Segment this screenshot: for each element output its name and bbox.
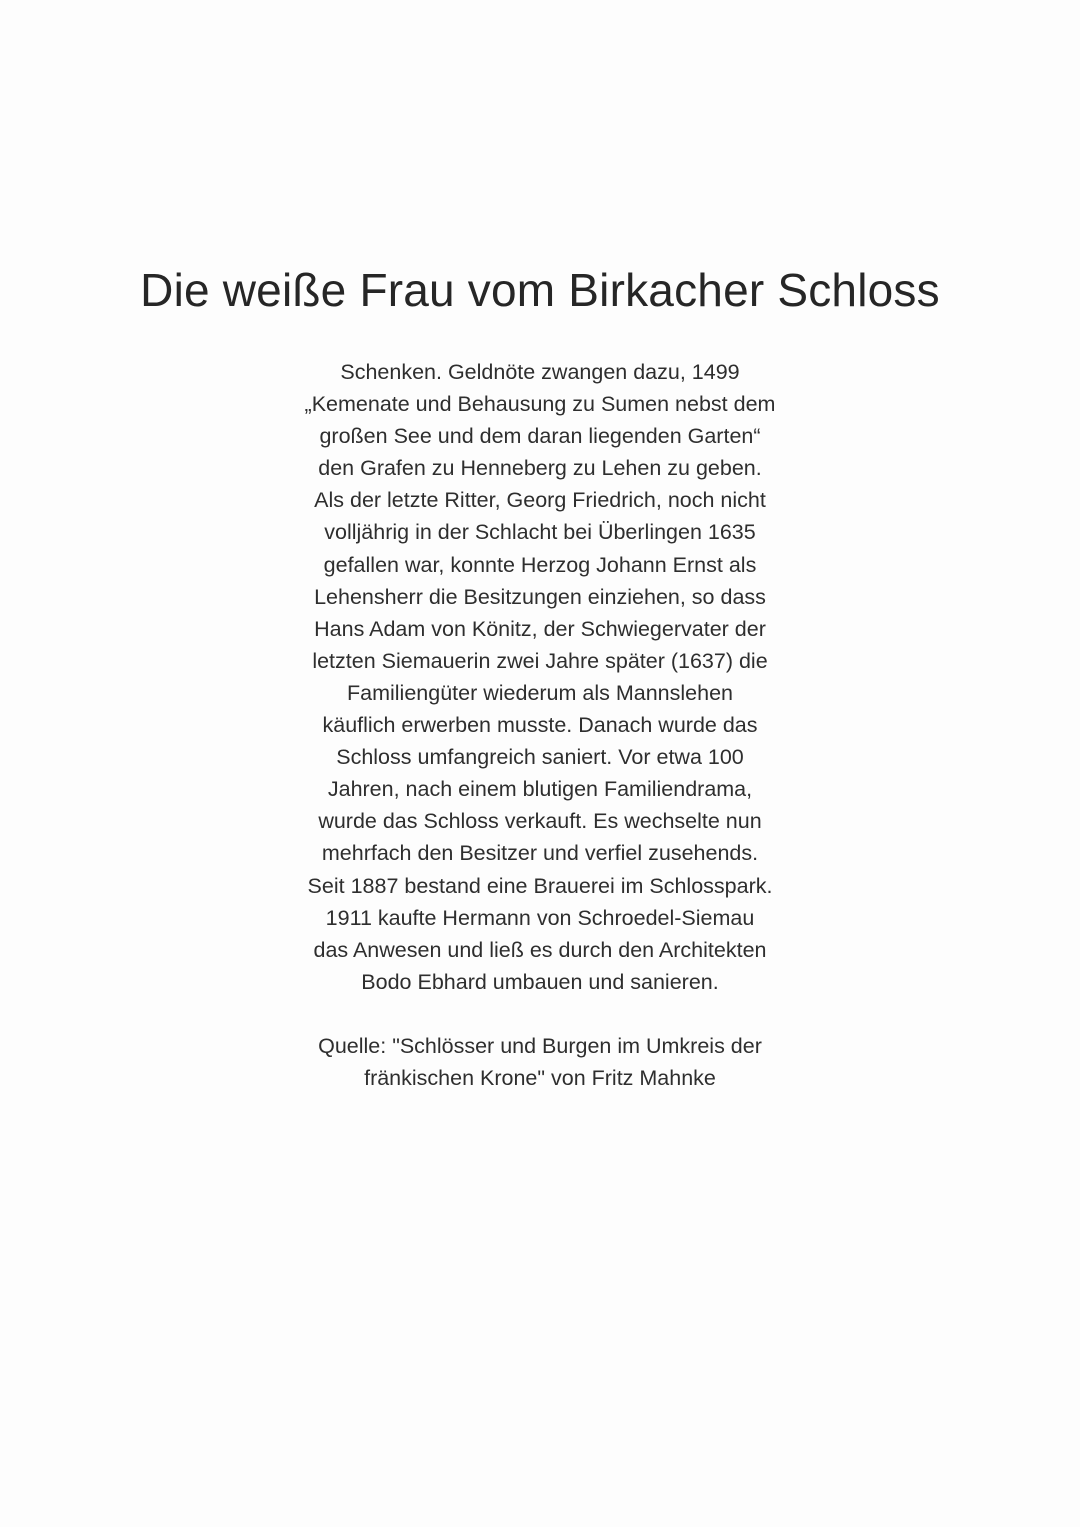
- source-line: Quelle: "Schlösser und Burgen im Umkreis der: [318, 1033, 762, 1058]
- body-line: volljährig in der Schlacht bei Überlingen 1635: [324, 520, 756, 545]
- body-line: käuflich erwerben musste. Danach wurde das: [322, 713, 758, 738]
- body-line: gefallen war, konnte Herzog Johann Ernst als: [323, 552, 757, 577]
- body-line: Bodo Ebhard umbauen und sanieren.: [361, 969, 719, 994]
- body-line: Als der letzte Ritter, Georg Friedrich, noch nicht: [314, 488, 766, 513]
- body-line: Hans Adam von Könitz, der Schwiegervater der: [314, 616, 766, 641]
- body-line: Lehensherr die Besitzungen einziehen, so dass: [314, 584, 766, 609]
- body-line: Familiengüter wiederum als Mannslehen: [347, 680, 733, 705]
- body-line: Jahren, nach einem blutigen Familiendrama,: [327, 777, 753, 802]
- body-line: letzten Siemauerin zwei Jahre später (1637) die: [312, 648, 768, 673]
- paragraph-spacer: [240, 998, 840, 1030]
- body-line: „Kemenate und Behausung zu Sumen nebst dem: [304, 392, 776, 417]
- body-line: Schenken. Geldnöte zwangen dazu, 1499: [340, 360, 740, 384]
- body-text: [240, 356, 840, 1094]
- body-line: 1911 kaufte Hermann von Schroedel-Siemau: [325, 905, 755, 930]
- body-line: großen See und dem daran liegenden Garten“: [319, 424, 761, 449]
- body-line: wurde das Schloss verkauft. Es wechselte nun: [318, 809, 762, 834]
- source-line: fränkischen Krone" von Fritz Mahnke: [364, 1066, 716, 1091]
- body-line: Seit 1887 bestand eine Brauerei im Schlosspark.: [307, 873, 773, 898]
- body-line: den Grafen zu Henneberg zu Lehen zu geben.: [318, 456, 762, 481]
- page-title: Die weiße Frau vom Birkacher Schloss: [140, 264, 940, 316]
- body-line: Schloss umfangreich saniert. Vor etwa 100: [336, 745, 744, 770]
- body-line: mehrfach den Besitzer und verfiel zusehends.: [321, 841, 759, 866]
- body-line: das Anwesen und ließ es durch den Architekten: [313, 937, 767, 962]
